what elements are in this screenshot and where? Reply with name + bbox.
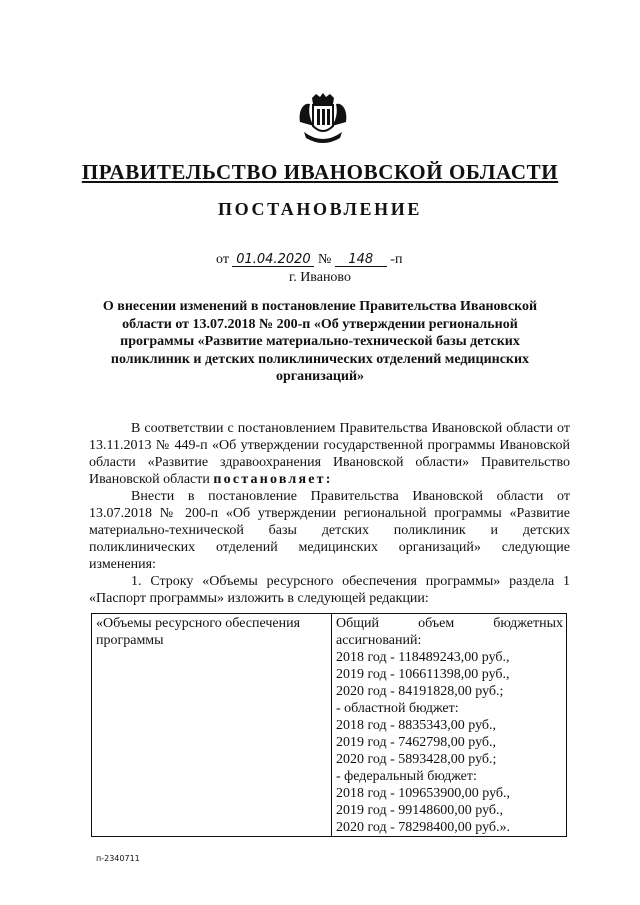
document-type-heading: ПОСТАНОВЛЕНИЕ xyxy=(218,199,422,219)
coat-of-arms-emblem xyxy=(296,92,350,146)
decree-word: постановляет: xyxy=(213,472,333,487)
paragraph-basis xyxy=(89,420,570,488)
document-title: О внесении изменений в постановление Правительства Ивановской области от 13.07.2018 № 200-п «Об утверждении региональной программы «Развитие материально-технической базы детских поликлиник и детских поликлинических отделений медицинских организаций» xyxy=(102,299,538,384)
paragraph-item-1: 1. Строку «Объемы ресурсного обеспечения программы» раздела 1 «Паспорт программы» изложить в следующей редакции: xyxy=(89,574,570,606)
paragraph-amendment: Внести в постановление Правительства Ивановской области от 13.07.2018 № 200-п «Об утверждении региональной программы «Развитие материально-технической базы детских поликлиник и детских поликлинических отделений медицинских организаций» следующие изменения: xyxy=(89,489,570,572)
total-word-2: объем xyxy=(418,616,455,631)
document-code: п-2340711 xyxy=(96,854,140,863)
number-suffix: -п xyxy=(390,252,403,267)
number-sign: № xyxy=(317,252,332,267)
total-word-3: бюджетных xyxy=(493,616,563,631)
document-number: 148 xyxy=(335,253,387,267)
federal-2020: 2020 год - 78298400,00 руб.». xyxy=(336,820,511,835)
regional-2019: 2019 год - 7462798,00 руб., xyxy=(336,735,497,750)
table-label-cell xyxy=(92,614,332,837)
city: г. Иваново xyxy=(289,270,351,285)
paragraph-basis-text: В соответствии с постановлением Правительства Ивановской области от 13.11.2013 № 449-п «Об утверждении государственной программы Ивановской области «Развитие здравоохранения Ивановской области» Правительство Ивановской области xyxy=(89,421,570,487)
total-2019: 2019 год - 106611398,00 руб., xyxy=(336,667,510,682)
document-date: 01.04.2020 xyxy=(232,253,314,267)
date-number-line xyxy=(216,252,402,268)
total-heading-cont: ассигнований: xyxy=(336,633,422,648)
regional-2020: 2020 год - 5893428,00 руб.; xyxy=(336,752,497,767)
table-row xyxy=(92,614,567,837)
date-prefix: от xyxy=(216,252,229,267)
federal-2018: 2018 год - 109653900,00 руб., xyxy=(336,786,511,801)
total-word-1: Общий xyxy=(336,616,379,631)
total-heading xyxy=(336,615,563,632)
federal-2019: 2019 год - 99148600,00 руб., xyxy=(336,803,504,818)
total-2018: 2018 год - 118489243,00 руб., xyxy=(336,650,510,665)
regional-2018: 2018 год - 8835343,00 руб., xyxy=(336,718,497,733)
resource-label: «Объемы ресурсного обеспечения программы xyxy=(96,616,301,648)
organization-heading: ПРАВИТЕЛЬСТВО ИВАНОВСКОЙ ОБЛАСТИ xyxy=(81,160,559,184)
resource-table xyxy=(91,613,567,837)
table-value-cell xyxy=(332,614,567,837)
total-2020: 2020 год - 84191828,00 руб.; xyxy=(336,684,504,699)
federal-label: - федеральный бюджет: xyxy=(336,769,477,784)
regional-label: - областной бюджет: xyxy=(336,701,459,716)
